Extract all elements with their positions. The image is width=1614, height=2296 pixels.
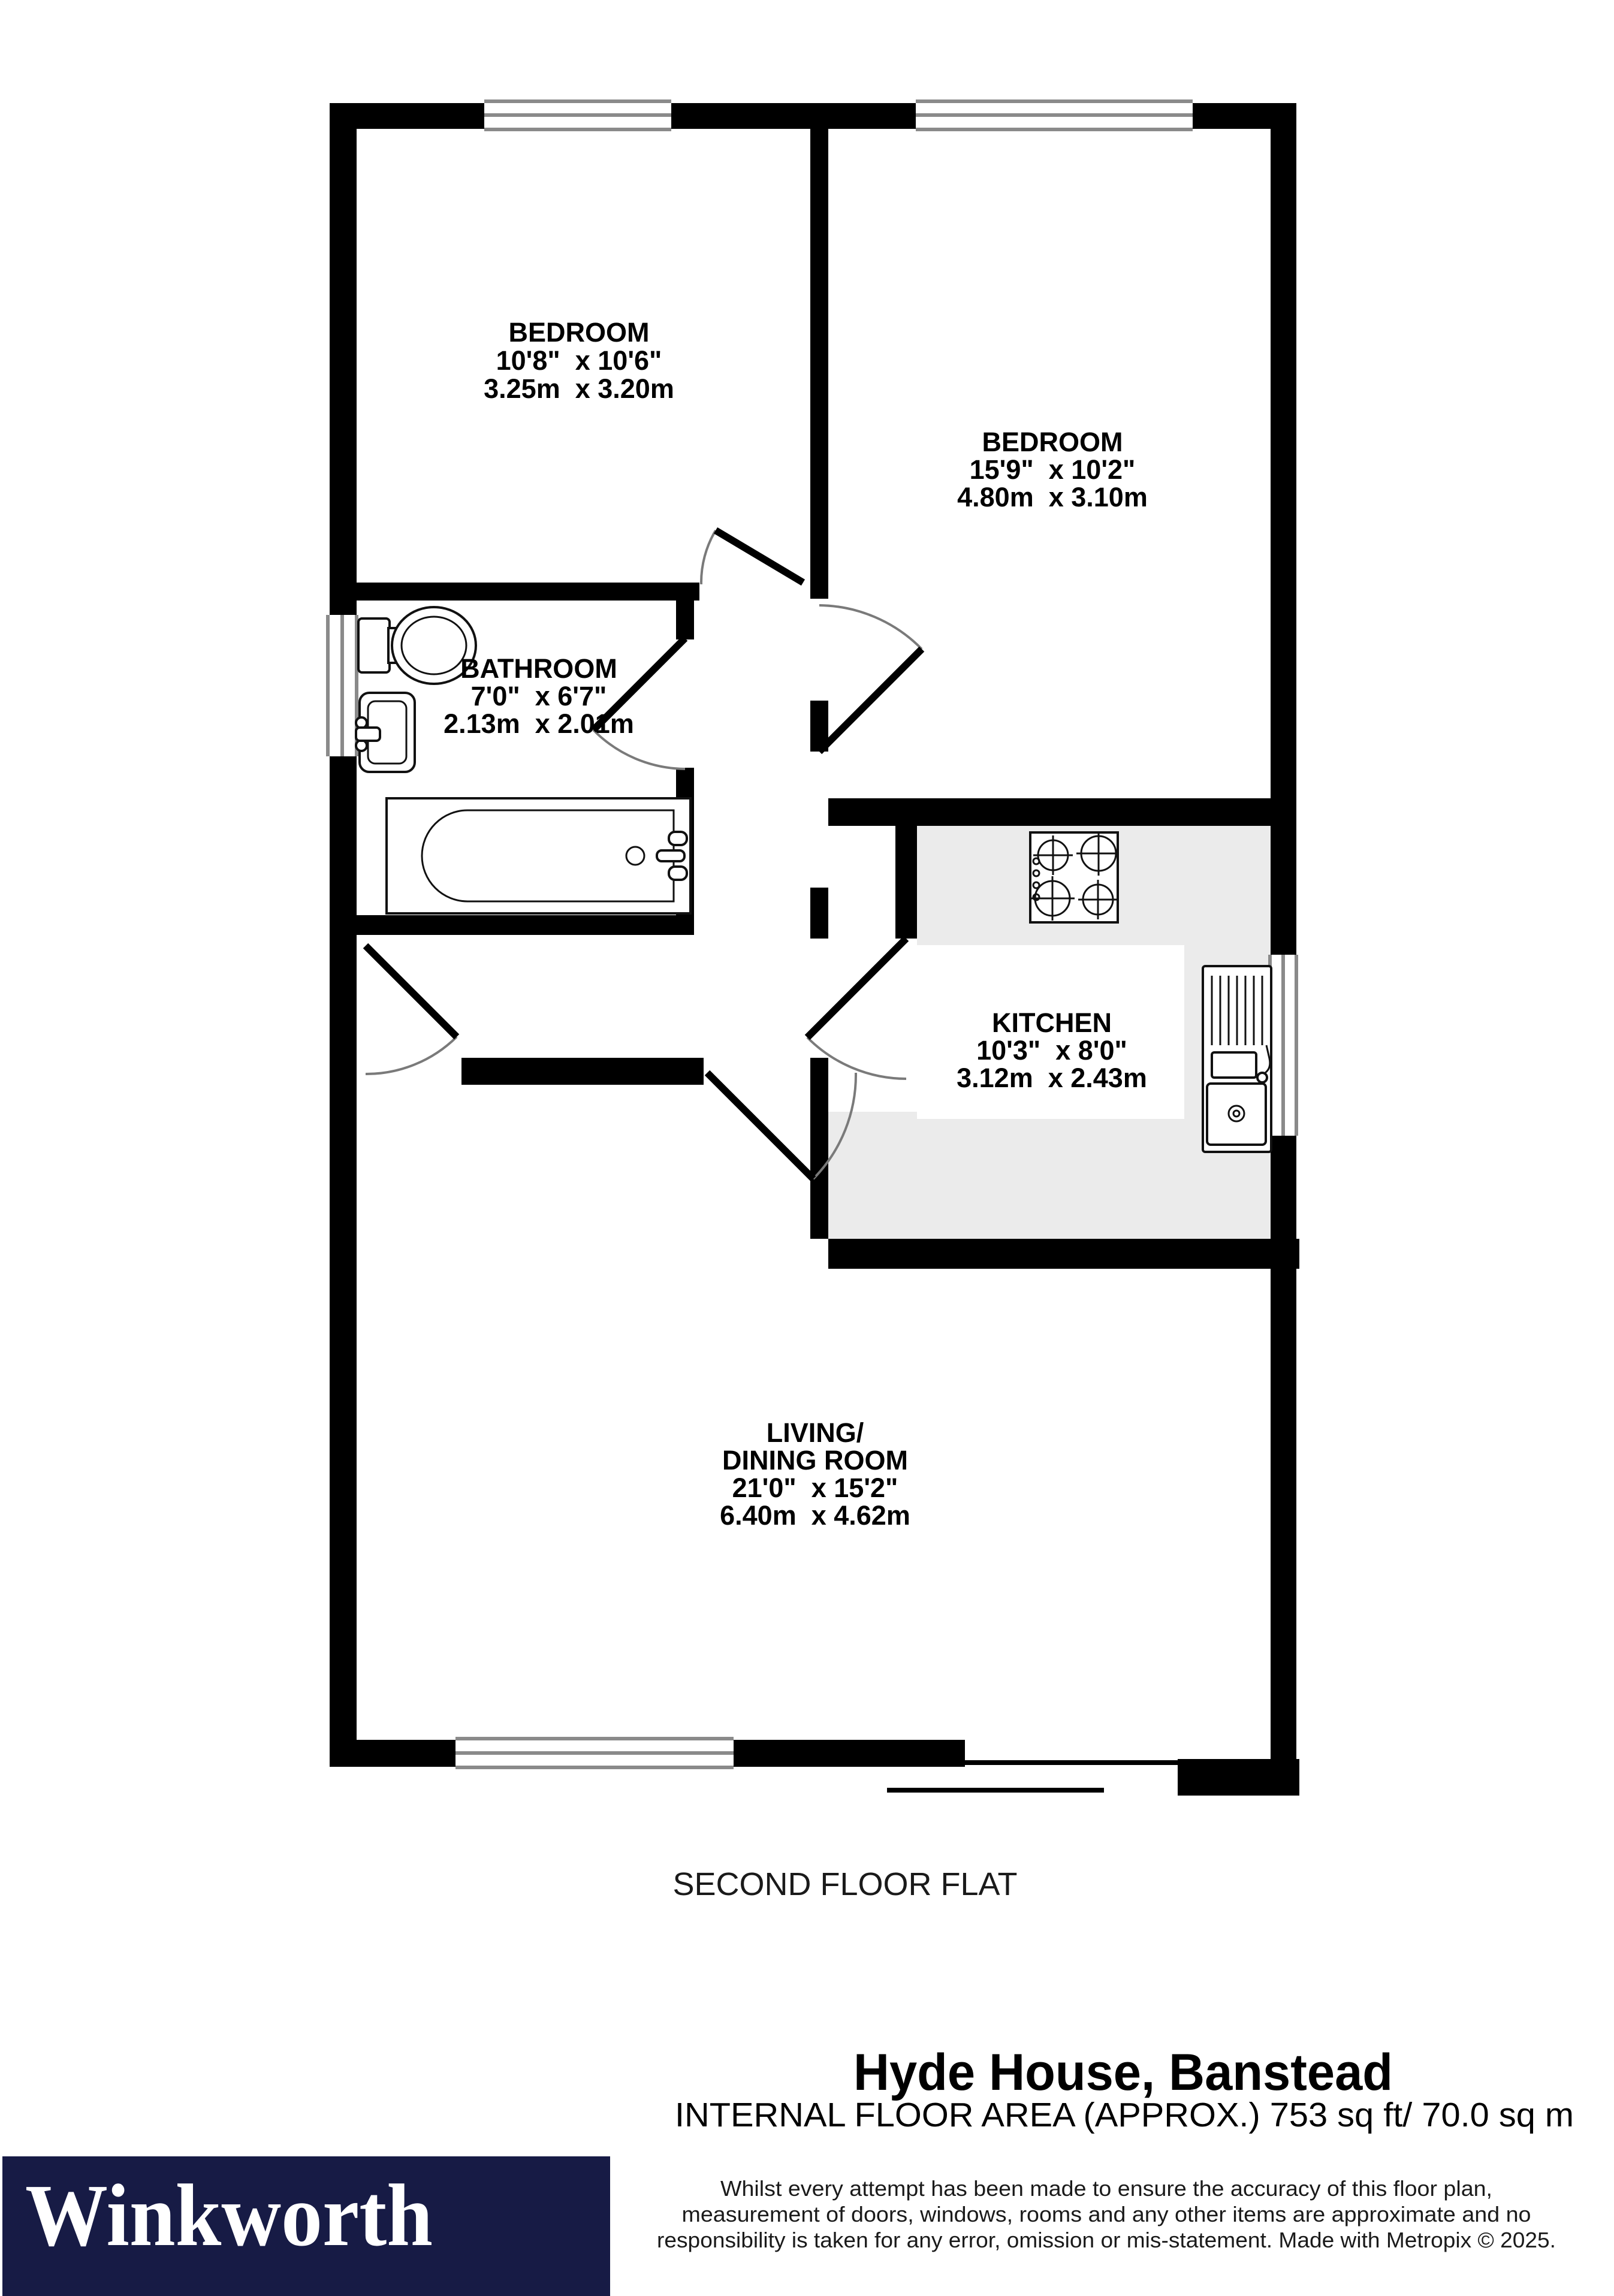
wall-bedroom-divider <box>810 129 828 599</box>
room-name: BEDROOM <box>508 317 650 348</box>
wall-bedroom1-bottom <box>357 583 699 601</box>
kitchen-counter-area-lower <box>828 1112 917 1239</box>
wall-bathroom-right-stub <box>676 601 694 639</box>
room-dims-metric: 6.40m x 4.62m <box>720 1500 910 1531</box>
room-name: BEDROOM <box>982 427 1123 457</box>
room-dims-metric: 3.25m x 3.20m <box>484 373 674 404</box>
disclaimer <box>657 2176 1556 2252</box>
kitchen-sink-icon <box>1203 966 1271 1152</box>
room-name-line2: DINING ROOM <box>722 1445 908 1476</box>
bathtub-icon <box>387 798 690 913</box>
room-dims-imperial: 10'3" x 8'0" <box>976 1035 1127 1066</box>
wall-hall-stub-2 <box>810 888 828 939</box>
floor-area-text: INTERNAL FLOOR AREA (APPROX.) 753 sq ft/ 70.0 sq m <box>675 2096 1574 2134</box>
door-bedroom2 <box>819 605 922 752</box>
wall-bedroom2-bottom-left <box>828 798 895 826</box>
room-dims-metric: 4.80m x 3.10m <box>957 482 1148 512</box>
wall-exterior-bottom-right <box>1178 1759 1299 1796</box>
toilet-icon <box>358 607 476 684</box>
room-name: BATHROOM <box>460 653 617 684</box>
wall-kitchen-left-stub <box>895 798 917 939</box>
wall-bathroom-bottom <box>357 915 694 935</box>
wall-hall-lower <box>810 1058 828 1239</box>
brand-logo <box>2 2156 610 2296</box>
disclaimer-line-2: measurement of doors, windows, rooms and any other items are approximate and no <box>681 2202 1531 2226</box>
door-kitchen <box>807 939 906 1079</box>
room-label-bathroom <box>444 653 634 739</box>
window-bedroom2 <box>916 99 1193 131</box>
room-dims-imperial: 7'0" x 6'7" <box>470 681 607 711</box>
window-bedroom1 <box>484 99 671 131</box>
door-bedroom1 <box>701 530 803 584</box>
disclaimer-line-1: Whilst every attempt has been made to ensure the accuracy of this floor plan, <box>720 2176 1492 2201</box>
room-dims-imperial: 15'9" x 10'2" <box>969 454 1136 485</box>
brand-logo-text: Winkworth <box>25 2167 433 2265</box>
room-name-line1: LIVING/ <box>766 1417 864 1448</box>
room-label-bedroom2 <box>957 427 1148 512</box>
room-dims-imperial: 21'0" x 15'2" <box>732 1473 898 1503</box>
disclaimer-line-3: responsibility is taken for any error, omission or mis-statement. Made with Metropix © 2025. <box>657 2228 1556 2252</box>
wall-living-top <box>461 1058 704 1085</box>
room-name: KITCHEN <box>992 1007 1112 1038</box>
room-dims-imperial: 10'8" x 10'6" <box>496 345 662 376</box>
wall-exterior-left <box>330 103 357 1767</box>
room-label-living-dining <box>720 1417 910 1531</box>
property-title: Hyde House, Banstead <box>853 2044 1393 2101</box>
wall-exterior-right <box>1271 103 1296 1796</box>
hob-icon <box>1030 831 1118 922</box>
room-label-bedroom1 <box>484 317 674 404</box>
door-hall-living-left <box>366 946 457 1074</box>
room-dims-metric: 2.13m x 2.01m <box>444 708 634 739</box>
room-dims-metric: 3.12m x 2.43m <box>957 1063 1147 1093</box>
window-bathroom <box>326 615 358 756</box>
wall-kitchen-bottom <box>828 1239 1299 1269</box>
wall-kitchen-top <box>895 798 1271 826</box>
basin-icon <box>356 693 415 772</box>
window-kitchen <box>1268 955 1298 1136</box>
window-living <box>455 1737 734 1770</box>
floor-level-label: SECOND FLOOR FLAT <box>672 1866 1018 1902</box>
